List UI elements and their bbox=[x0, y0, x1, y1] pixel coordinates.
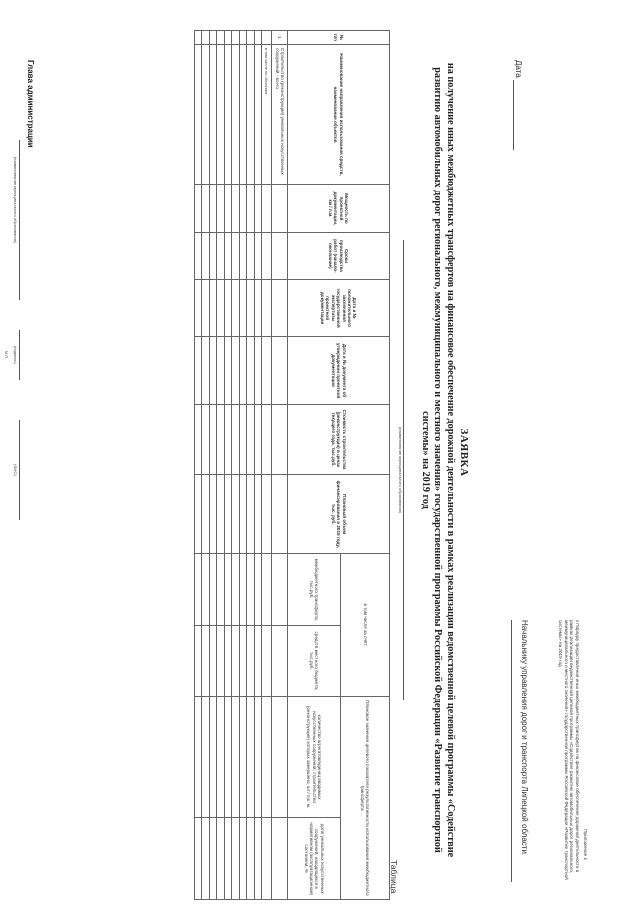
header-row bbox=[341, 31, 390, 900]
header-period: Сроки производства работ (начало-окончание) bbox=[288, 232, 390, 279]
empty-cell bbox=[194, 818, 202, 900]
empty-table-row bbox=[224, 31, 232, 900]
empty-cell bbox=[209, 474, 217, 553]
empty-cell bbox=[209, 696, 217, 818]
empty-cell bbox=[194, 31, 202, 45]
header-expertise: Дата и № положительного заключения государственной экспертизы проектной документации bbox=[288, 280, 390, 337]
empty-cell bbox=[202, 554, 210, 626]
application-table bbox=[194, 30, 390, 900]
empty-cell bbox=[239, 280, 247, 337]
empty-cell bbox=[217, 404, 225, 474]
empty-cell bbox=[209, 232, 217, 279]
head-of-administration-label: Глава администрации bbox=[26, 60, 35, 148]
row-num: 1 bbox=[272, 31, 288, 45]
fio-line bbox=[19, 420, 20, 520]
empty-cell bbox=[239, 31, 247, 45]
empty-cell bbox=[232, 404, 240, 474]
header-approval: Дата и № документа об утверждении проектной документации bbox=[288, 337, 390, 405]
empty-cell bbox=[217, 337, 225, 405]
empty-cell bbox=[254, 474, 262, 553]
header-num: № п/п bbox=[288, 31, 390, 45]
header-local: средств местного бюджета, тыс.руб. bbox=[288, 626, 341, 697]
document-title: ЗАЯВКА bbox=[458, 428, 470, 477]
empty-cell bbox=[239, 232, 247, 279]
empty-cell bbox=[224, 232, 232, 279]
empty-table-row bbox=[194, 31, 202, 900]
empty-cell bbox=[209, 404, 217, 474]
empty-cell bbox=[232, 185, 240, 232]
empty-cell bbox=[224, 280, 232, 337]
empty-cell bbox=[194, 404, 202, 474]
empty-cell bbox=[232, 696, 240, 818]
empty-cell bbox=[239, 404, 247, 474]
empty-cell bbox=[217, 818, 225, 900]
empty-cell bbox=[239, 337, 247, 405]
name-line bbox=[19, 140, 20, 300]
procedure-reference: к Порядку предоставления иных межбюджетных трансфертов на финансовое обеспечение дорожной деятельности в рамках реализации ведомственной целевой программы «Содействие развитию автомобильных дорог регионального, межмуниципального и местного значения» государственной программы Российской Федерации «Развитие транспортной системы» на 2019 год bbox=[558, 620, 580, 880]
empty-cell bbox=[254, 696, 262, 818]
empty-cell bbox=[202, 474, 210, 553]
empty-cell bbox=[202, 280, 210, 337]
empty-cell bbox=[239, 44, 247, 184]
header-capacity: Мощность по проектной документации, км / п.м. bbox=[288, 185, 390, 232]
empty-cell bbox=[217, 474, 225, 553]
empty-table-row bbox=[202, 31, 210, 900]
empty-table-row bbox=[209, 31, 217, 900]
empty-cell bbox=[202, 404, 210, 474]
empty-cell bbox=[232, 337, 240, 405]
empty-cell bbox=[224, 818, 232, 900]
empty-cell bbox=[202, 31, 210, 45]
municipality-caption: (наименование муниципального образования) bbox=[398, 426, 403, 514]
empty-cell bbox=[209, 44, 217, 184]
empty-cell bbox=[224, 185, 232, 232]
empty-cell bbox=[209, 185, 217, 232]
empty-cell bbox=[254, 626, 262, 697]
empty-cell bbox=[194, 474, 202, 553]
table-row bbox=[262, 31, 272, 900]
empty-cell bbox=[217, 44, 225, 184]
empty-cell bbox=[224, 696, 232, 818]
empty-cell bbox=[202, 337, 210, 405]
empty-cell bbox=[194, 554, 202, 626]
empty-cell bbox=[247, 818, 255, 900]
empty-cell bbox=[232, 818, 240, 900]
empty-cell bbox=[239, 696, 247, 818]
empty-cell bbox=[217, 554, 225, 626]
row-num bbox=[262, 31, 272, 45]
empty-cell bbox=[217, 280, 225, 337]
caption-fio: (ФИО) bbox=[13, 464, 18, 476]
empty-cell bbox=[239, 554, 247, 626]
empty-cell bbox=[224, 31, 232, 45]
empty-cell bbox=[202, 232, 210, 279]
empty-table-row bbox=[217, 31, 225, 900]
empty-cell bbox=[224, 554, 232, 626]
caption-signature: (подпись) bbox=[13, 346, 18, 364]
addressee-text: Начальнику управления дорог и транспорта Липецкой области bbox=[520, 620, 529, 854]
empty-cell bbox=[202, 696, 210, 818]
empty-cell bbox=[224, 404, 232, 474]
date-line bbox=[513, 80, 514, 150]
empty-cell bbox=[232, 280, 240, 337]
empty-cell bbox=[254, 232, 262, 279]
empty-cell bbox=[232, 44, 240, 184]
empty-cell bbox=[254, 554, 262, 626]
empty-cell bbox=[232, 626, 240, 697]
header-name: Наименование направления использования средств, наименование объектов bbox=[288, 44, 390, 184]
empty-cell bbox=[247, 185, 255, 232]
empty-table-row bbox=[239, 31, 247, 900]
empty-cell bbox=[247, 554, 255, 626]
empty-table-row bbox=[232, 31, 240, 900]
table-caption: Таблица bbox=[389, 860, 399, 894]
header-including: в том числе за счёт: bbox=[341, 554, 390, 696]
empty-cell bbox=[232, 474, 240, 553]
empty-cell bbox=[202, 626, 210, 697]
empty-table-row bbox=[247, 31, 255, 900]
empty-cell bbox=[232, 31, 240, 45]
empty-cell bbox=[239, 185, 247, 232]
empty-rows bbox=[194, 31, 262, 900]
empty-cell bbox=[217, 232, 225, 279]
empty-cell bbox=[224, 626, 232, 697]
empty-cell bbox=[254, 185, 262, 232]
table-row bbox=[272, 31, 288, 900]
empty-cell bbox=[209, 818, 217, 900]
empty-cell bbox=[254, 404, 262, 474]
empty-cell bbox=[194, 626, 202, 697]
empty-cell bbox=[224, 44, 232, 184]
empty-cell bbox=[254, 818, 262, 900]
empty-cell bbox=[194, 232, 202, 279]
empty-cell bbox=[217, 31, 225, 45]
empty-cell bbox=[247, 696, 255, 818]
empty-cell bbox=[194, 185, 202, 232]
empty-cell bbox=[247, 474, 255, 553]
header-indicator-share: доля уникальных искусственных сооружений, находящихся в нормативном (эксплуатационном) состоянии, % bbox=[288, 818, 341, 900]
empty-cell bbox=[194, 337, 202, 405]
document-subtitle: на получение иных межбюджетных трансфертов на финансовое обеспечение дорожной деятельности в рамках реализации ведомственной целевой программы «Содействие развитию автомобильных дорог регионального, межмуниципального и местного значения» государственной программы Российской Федерации «Развитие транспортной системы» на 2019 год bbox=[420, 62, 456, 858]
empty-cell bbox=[254, 44, 262, 184]
empty-cell bbox=[239, 818, 247, 900]
empty-cell bbox=[209, 31, 217, 45]
empty-cell bbox=[247, 337, 255, 405]
empty-cell bbox=[247, 280, 255, 337]
header-indicator-count: количество агрегатов/единиц вводимых искусственных сооружений; строительство (реконструкция) которых завершено, шт./ пог. м. bbox=[288, 696, 341, 818]
empty-cell bbox=[194, 696, 202, 818]
empty-cell bbox=[247, 232, 255, 279]
empty-cell bbox=[247, 626, 255, 697]
empty-cell bbox=[217, 696, 225, 818]
empty-cell bbox=[202, 44, 210, 184]
signature-line bbox=[19, 330, 20, 380]
municipality-line bbox=[403, 240, 404, 700]
empty-cell bbox=[202, 185, 210, 232]
addressee-line bbox=[511, 620, 512, 882]
empty-cell bbox=[194, 280, 202, 337]
empty-cell bbox=[217, 185, 225, 232]
empty-cell bbox=[254, 31, 262, 45]
stamp-place-label: М.П. bbox=[4, 350, 9, 360]
header-cost: Стоимость строительства (реконструкции) в ценах текущего года, тыс.руб. bbox=[288, 404, 390, 474]
empty-cell bbox=[194, 44, 202, 184]
date-label: Дата bbox=[514, 60, 523, 78]
empty-cell bbox=[254, 280, 262, 337]
empty-cell bbox=[217, 626, 225, 697]
empty-cell bbox=[209, 280, 217, 337]
empty-table-row bbox=[254, 31, 262, 900]
empty-cell bbox=[239, 474, 247, 553]
empty-cell bbox=[202, 818, 210, 900]
empty-cell bbox=[247, 31, 255, 45]
empty-cell bbox=[247, 44, 255, 184]
empty-cell bbox=[224, 337, 232, 405]
empty-cell bbox=[209, 626, 217, 697]
empty-cell bbox=[239, 626, 247, 697]
empty-cell bbox=[209, 337, 217, 405]
empty-cell bbox=[209, 554, 217, 626]
header-transfers: межбюджетного трансферта, тыс.руб. bbox=[288, 554, 341, 626]
empty-cell bbox=[232, 554, 240, 626]
row-name: Строительство (реконструкция) уникальных искусственных сооружений - всего bbox=[272, 44, 288, 184]
empty-cell bbox=[232, 232, 240, 279]
empty-cell bbox=[254, 337, 262, 405]
empty-cell bbox=[247, 404, 255, 474]
empty-cell bbox=[224, 474, 232, 553]
header-volume: Плановый объем финансирования в 2019 году, тыс. руб. bbox=[288, 474, 390, 553]
header-indicator: Плановое значение целевого показателя результативности использования межбюджетного трансферта bbox=[341, 696, 390, 899]
appendix-label: Приложение 1 bbox=[583, 829, 588, 860]
caption-municipality: (наименование муниципального образования) bbox=[13, 156, 18, 244]
row-name: в том числе по объектам: bbox=[262, 44, 272, 184]
